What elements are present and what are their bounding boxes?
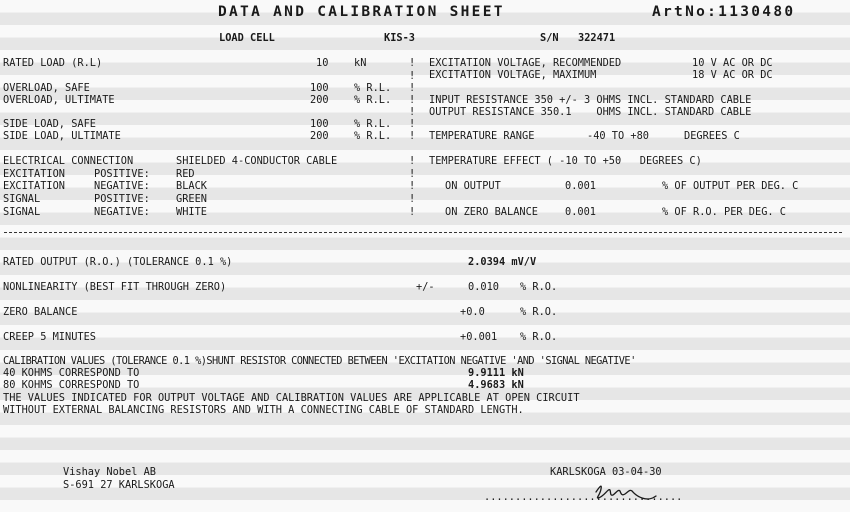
spec-unit: % R.L. <box>354 94 392 106</box>
wire-polarity: NEGATIVE: <box>94 180 150 192</box>
serial-label: S/N <box>540 32 559 44</box>
sheet-title: DATA AND CALIBRATION SHEET <box>218 4 505 20</box>
creep-unit: % R.O. <box>520 331 558 343</box>
output-resistance: OUTPUT RESISTANCE 350.1 OHMS INCL. STANDARD CABLE <box>429 106 752 118</box>
load-cell-label: LOAD CELL <box>219 32 275 44</box>
calibration-40k-value: 9.9111 kN <box>468 367 524 379</box>
place-and-date: KARLSKOGA 03-04-30 <box>550 466 662 478</box>
wire-function: EXCITATION <box>3 168 65 180</box>
nonlinearity-value: 0.010 <box>468 281 499 293</box>
calibration-note-line1: THE VALUES INDICATED FOR OUTPUT VOLTAGE AND CALIBRATION VALUES ARE APPLICABLE AT OPEN CIRCUIT <box>3 392 580 404</box>
zero-balance-unit: % R.O. <box>520 306 558 318</box>
on-zero-unit: % OF R.O. PER DEG. C <box>662 206 786 218</box>
zero-balance-label: ZERO BALANCE <box>3 306 78 318</box>
on-zero-value: 0.001 <box>565 206 596 218</box>
column-separator: ! <box>409 82 416 94</box>
spec-label: OVERLOAD, SAFE <box>3 82 90 94</box>
column-separator: ! <box>409 206 416 218</box>
spec-value: 100 <box>310 118 329 130</box>
wire-color: GREEN <box>176 193 207 205</box>
nonlinearity-label: NONLINEARITY (BEST FIT THROUGH ZERO) <box>3 281 227 293</box>
company-name: Vishay Nobel AB <box>63 466 156 478</box>
column-separator: ! <box>409 155 416 167</box>
column-separator: ! <box>409 180 416 192</box>
wire-function: EXCITATION <box>3 180 65 192</box>
spec-unit: % R.L. <box>354 118 392 130</box>
spec-value: 200 <box>310 130 329 142</box>
column-separator: ! <box>409 193 416 205</box>
spec-unit: kN <box>354 57 367 69</box>
spec-value: 10 <box>316 57 329 69</box>
wire-polarity: POSITIVE: <box>94 168 150 180</box>
wire-color: RED <box>176 168 195 180</box>
model-number: KIS-3 <box>384 32 415 44</box>
serial-number: 322471 <box>578 32 616 44</box>
column-separator: ! <box>409 94 416 106</box>
wire-color: WHITE <box>176 206 207 218</box>
wire-polarity: POSITIVE: <box>94 193 150 205</box>
temperature-effect: TEMPERATURE EFFECT ( -10 TO +50 DEGREES C) <box>429 155 702 167</box>
on-output-label: ON OUTPUT <box>445 180 501 192</box>
spec-value: 200 <box>310 94 329 106</box>
spec-label: OVERLOAD, ULTIMATE <box>3 94 115 106</box>
electrical-connection-value: SHIELDED 4-CONDUCTOR CABLE <box>176 155 338 167</box>
column-separator: ! <box>409 130 416 142</box>
on-output-unit: % OF OUTPUT PER DEG. C <box>662 180 799 192</box>
spec-label: SIDE LOAD, ULTIMATE <box>3 130 121 142</box>
nonlinearity-unit: % R.O. <box>520 281 558 293</box>
wire-color: BLACK <box>176 180 207 192</box>
on-zero-label: ON ZERO BALANCE <box>445 206 538 218</box>
wire-polarity: NEGATIVE: <box>94 206 150 218</box>
creep-label: CREEP 5 MINUTES <box>3 331 96 343</box>
spec-value: 100 <box>310 82 329 94</box>
calibration-note-line2: WITHOUT EXTERNAL BALANCING RESISTORS AND WITH A CONNECTING CABLE OF STANDARD LENGTH. <box>3 404 524 416</box>
nonlinearity-plusminus: +/- <box>416 281 435 293</box>
calibration-heading: CALIBRATION VALUES (TOLERANCE 0.1 %)SHUNT RESISTOR CONNECTED BETWEEN 'EXCITATION NEGATIVE 'AND 'SIGNAL NEGATIVE' <box>3 355 636 367</box>
calibration-80k-value: 4.9683 kN <box>468 379 524 391</box>
column-separator: ! <box>409 70 416 82</box>
dashed-divider <box>4 232 842 233</box>
wire-function: SIGNAL <box>3 193 41 205</box>
on-output-value: 0.001 <box>565 180 596 192</box>
rated-output-value: 2.0394 mV/V <box>468 256 537 268</box>
excitation-maximum-label: EXCITATION VOLTAGE, MAXIMUM <box>429 69 597 81</box>
temperature-range-unit: DEGREES C <box>684 130 740 142</box>
wire-function: SIGNAL <box>3 206 41 218</box>
excitation-recommended-label: EXCITATION VOLTAGE, RECOMMENDED <box>429 57 622 69</box>
spec-label: SIDE LOAD, SAFE <box>3 118 96 130</box>
calibration-80k-label: 80 KOHMS CORRESPOND TO <box>3 379 140 391</box>
spec-label: RATED LOAD (R.L) <box>3 57 103 69</box>
creep-value: +0.001 <box>460 331 498 343</box>
electrical-connection-label: ELECTRICAL CONNECTION <box>3 155 134 167</box>
column-separator: ! <box>409 106 416 118</box>
article-number: ArtNo:1130480 <box>652 4 796 20</box>
column-separator: ! <box>409 57 416 69</box>
signature-icon <box>592 476 662 506</box>
temperature-range-label: TEMPERATURE RANGE <box>429 130 535 142</box>
temperature-range-value: -40 TO +80 <box>587 130 649 142</box>
calibration-40k-label: 40 KOHMS CORRESPOND TO <box>3 367 140 379</box>
zero-balance-value: +0.0 <box>460 306 485 318</box>
signature-line: ................................ <box>484 491 683 503</box>
excitation-maximum-value: 18 V AC OR DC <box>692 69 773 81</box>
input-resistance: INPUT RESISTANCE 350 +/- 3 OHMS INCL. STANDARD CABLE <box>429 94 752 106</box>
spec-unit: % R.L. <box>354 130 392 142</box>
company-address: S-691 27 KARLSKOGA <box>63 479 175 491</box>
column-separator: ! <box>409 118 416 130</box>
column-separator: ! <box>409 168 416 180</box>
spec-unit: % R.L. <box>354 82 392 94</box>
excitation-recommended-value: 10 V AC OR DC <box>692 57 773 69</box>
rated-output-label: RATED OUTPUT (R.O.) (TOLERANCE 0.1 %) <box>3 256 233 268</box>
